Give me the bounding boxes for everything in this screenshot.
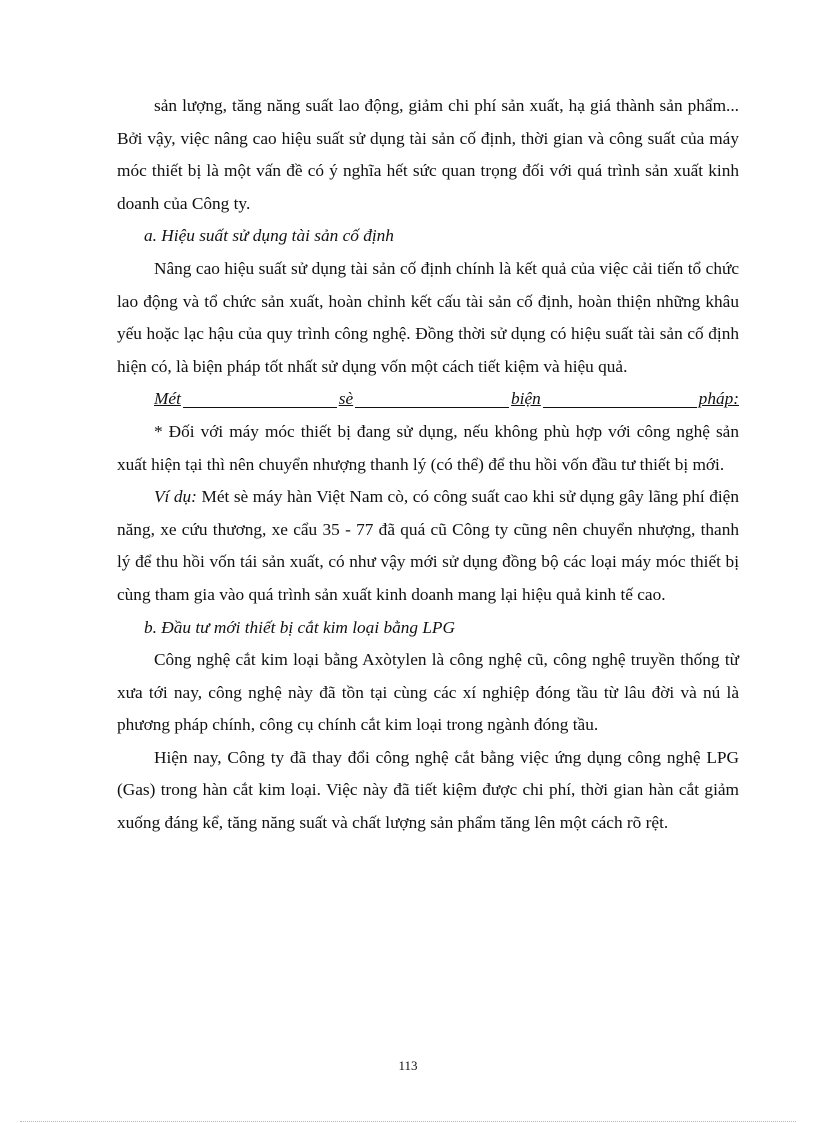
paragraph-acetylene: Công nghệ cắt kim loại bằng Axòtylen là công nghệ cũ, công nghệ truyền thống từ xưa tới nay, công nghệ này đã tồn tại cùng các xí nghiệp đóng tầu từ lâu đời và nú là phương pháp chính, công cụ chính cắt kim loại trong ngành đóng tầu. [117,650,739,735]
measures-word-3: biện [511,389,541,409]
measures-heading [154,383,739,416]
measures-word-1: Mét [154,389,181,409]
page-number: 113 [398,1058,418,1073]
example-text: Mét sè máy hàn Việt Nam cò, có công suất cao khi sử dụng gây lãng phí điện năng, xe cứu thương, xe cẩu 35 - 77 đã quá cũ Công ty cũng nên chuyển nhượng, thanh lý để thu hồi vốn tái sản xuất, có như vậy mới sử dụng đồng bộ các loại máy móc thiết bị cùng tham gia vào quá trình sản xuất kinh doanh mang lại hiệu quả kinh tế cao. [117,487,739,604]
example-label: Ví dụ: [154,487,197,507]
measures-word-2: sè [338,389,354,409]
paragraph-equipment: * Đối với máy móc thiết bị đang sử dụng, nếu không phù hợp với công nghệ sản xuất hiện tại thì nên chuyển nhượng thanh lý (có thể) để thu hồi vốn đầu tư thiết bị mới. [117,421,739,474]
page-bottom-divider [20,1121,796,1122]
measures-word-4: pháp: [698,389,739,409]
document-page [117,90,739,840]
paragraph-intro: sản lượng, tăng năng suất lao động, giảm chi phí sản xuất, hạ giá thành sản phẩm... Bởi vậy, việc nâng cao hiệu suất sử dụng tài sản cố định, thời gian và công suất của máy móc thiết bị là một vấn đề có ý nghĩa hết sức quan trọng đối với quá trình sản xuất kinh doanh của Công ty. [117,96,739,213]
paragraph-lpg: Hiện nay, Công ty đã thay đổi công nghệ cắt bằng việc ứng dụng công nghệ LPG (Gas) trong hàn cắt kim loại. Việc này đã tiết kiệm được chi phí, thời gian hàn cắt giảm xuống đáng kể, tăng năng suất và chất lượng sản phẩm tăng lên một cách rõ rệt. [117,747,739,833]
section-heading-b: b. Đầu tư mới thiết bị cắt kim loại bằng LPG [144,617,455,637]
paragraph-efficiency: Nâng cao hiệu suất sử dụng tài sản cố định chính là kết quả của việc cải tiến tổ chức lao động và tổ chức sản xuất, hoàn chỉnh kết cấu tài sản cố định, hoàn thiện những khâu yếu hoặc lạc hậu của quy trình công nghệ. Đồng thời sử dụng có hiệu suất tài sản cố định hiện có, là biện pháp tốt nhất sử dụng vốn một cách tiết kiệm và hiệu quả. [117,258,739,376]
paragraph-example [117,481,739,611]
section-heading-a: a. Hiệu suất sử dụng tài sản cố định [144,226,394,246]
